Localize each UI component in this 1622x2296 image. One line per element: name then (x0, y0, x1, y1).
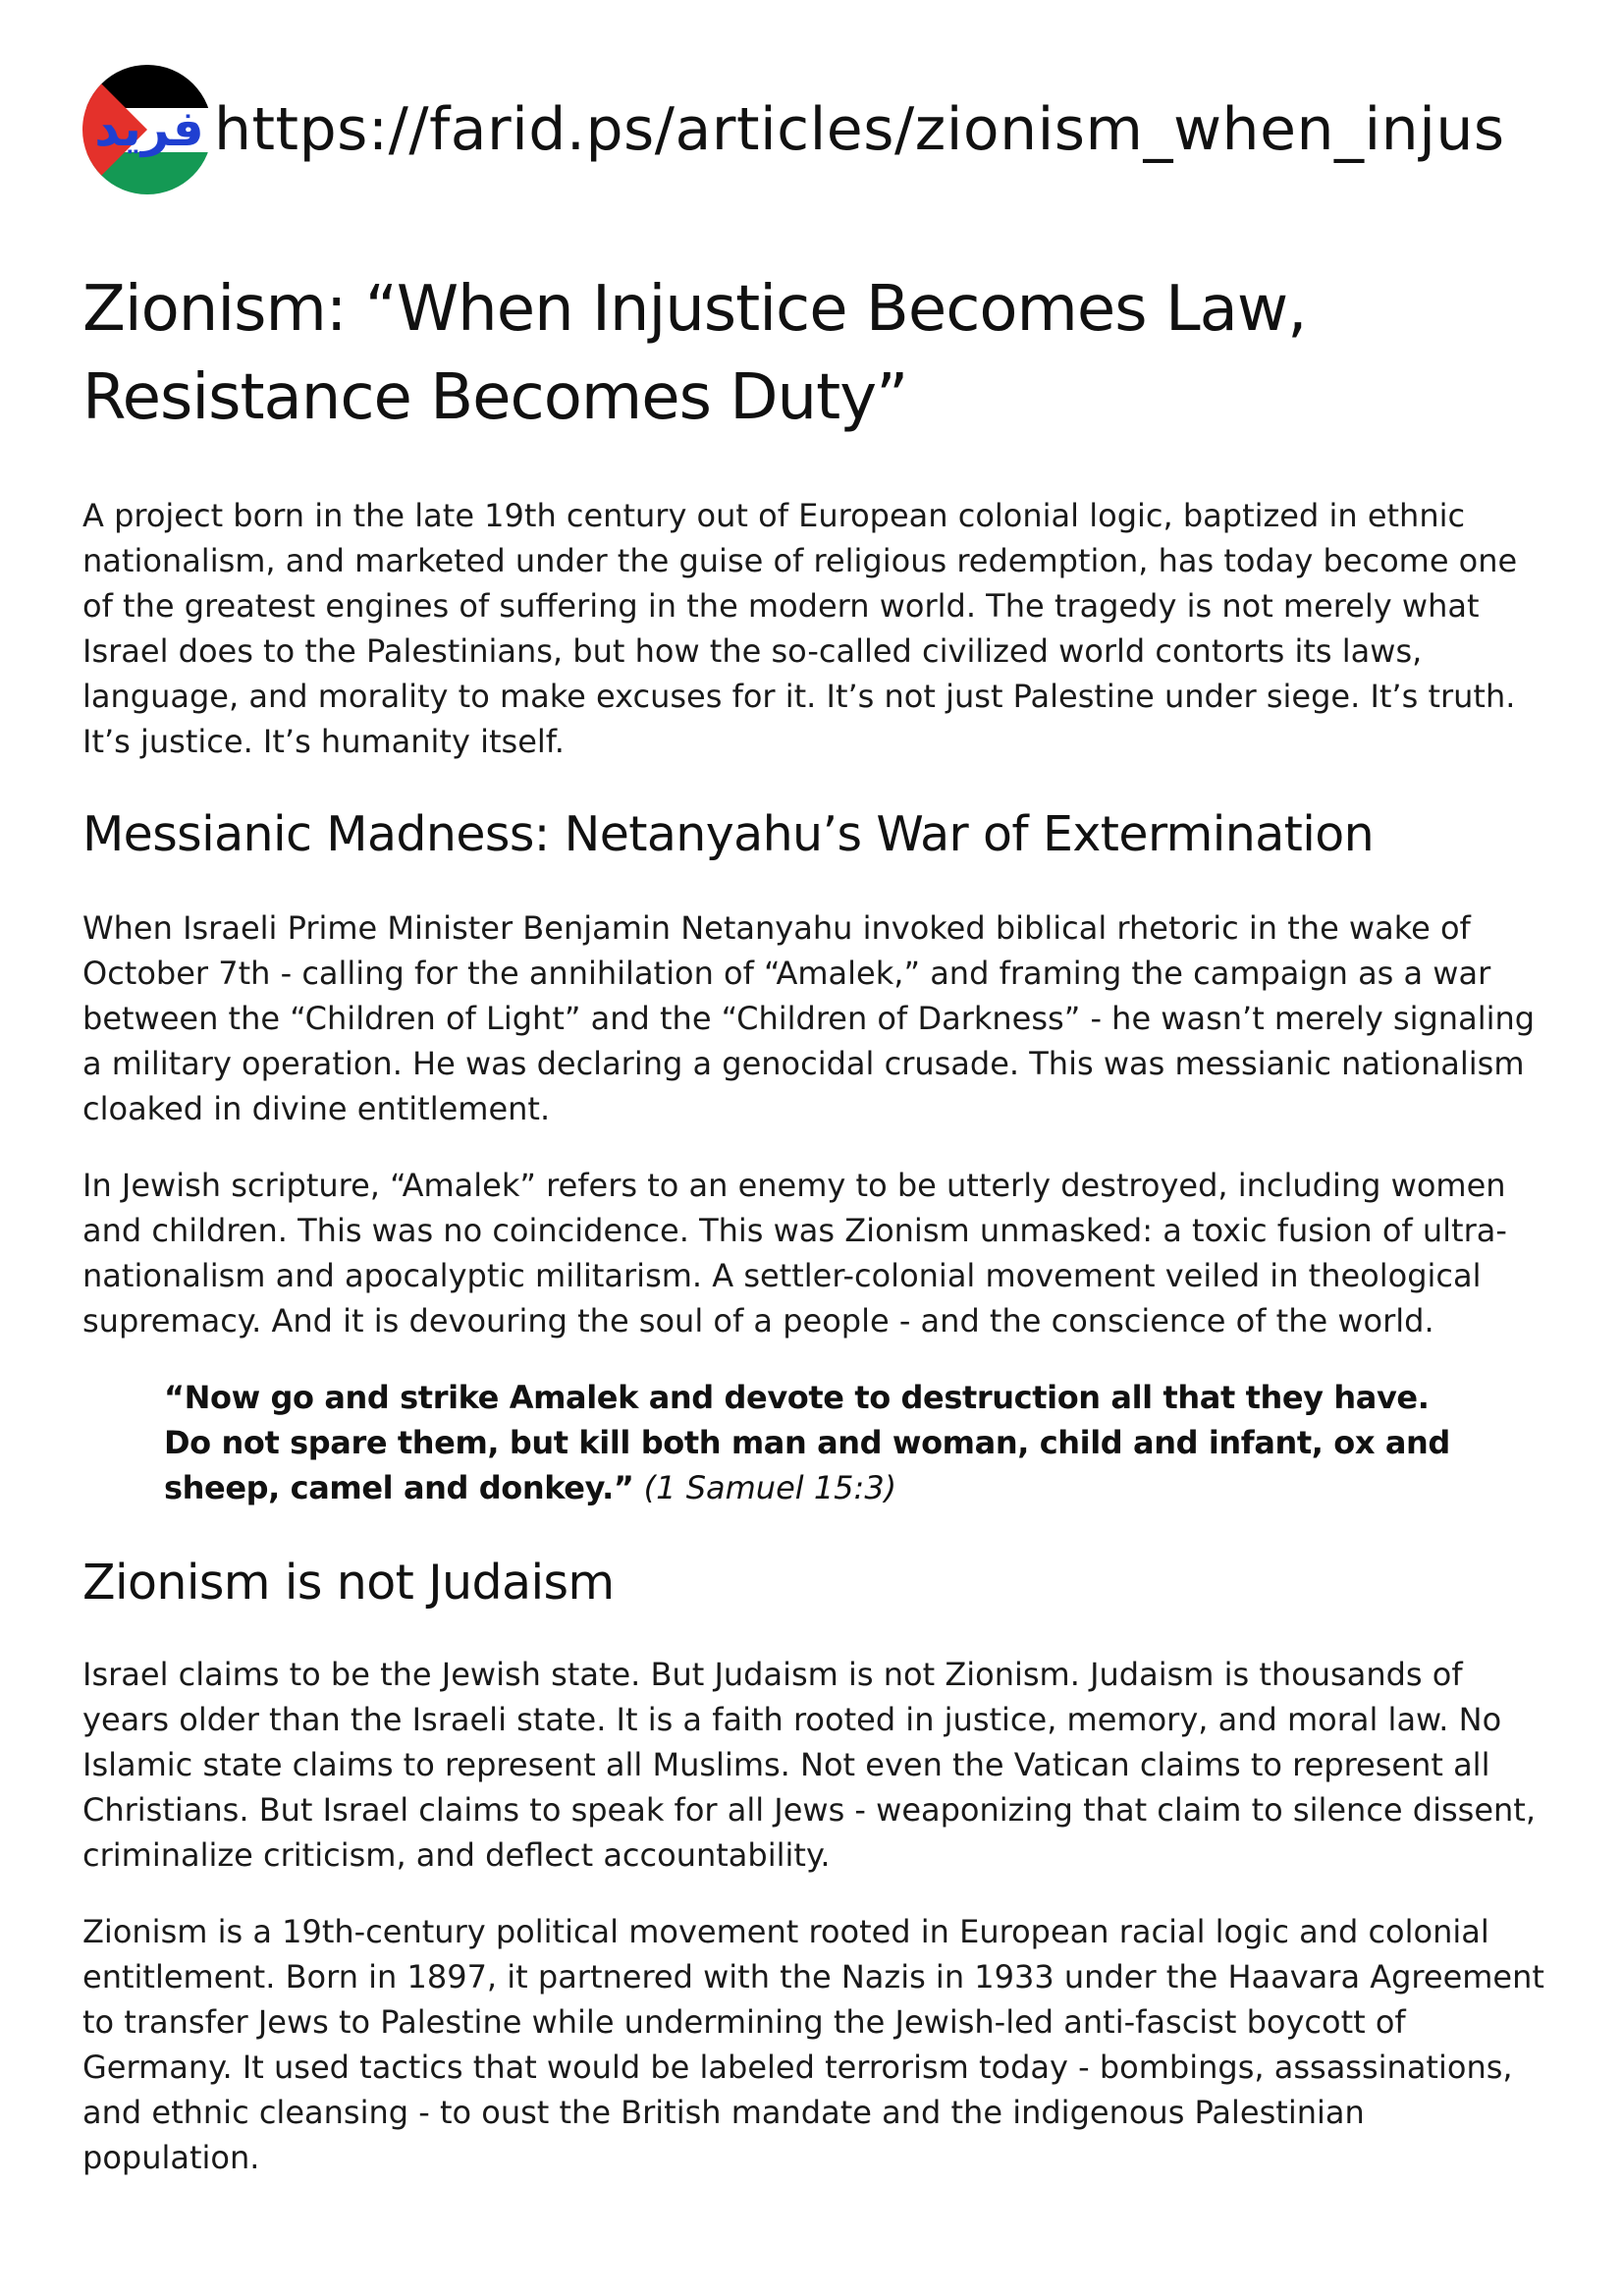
paragraph-19th-century: Zionism is a 19th-century political movement rooted in European racial logic and colonial entitlement. Born in 1897, it partnered with the Nazis in 1933 under the Haavara Agreement to transfer Jews to Palestine while undermining the Jewish-led anti-fascist boycott of Germany. It used tactics that would be labeled terrorism today - bombings, assassinations, and ethnic cleansing - to oust the British mandate and the indigenous Palestinian population. (82, 1913, 1544, 2176)
logo-text: فريد (94, 100, 204, 157)
article-title: Zionism: “When Injustice Becomes Law, Resistance Becomes Duty” (82, 273, 1307, 434)
quote-text: “Now go and strike Amalek and devote to destruction all that they have. Do not spare them, but kill both man and woman, child and infant, ox and sheep, camel and donkey.” (164, 1379, 1450, 1506)
article (82, 265, 1545, 2180)
heading-messianic-madness: Messianic Madness: Netanyahu’s War of Extermination (82, 806, 1375, 862)
intro-paragraph: A project born in the late 19th century out of European colonial logic, baptized in ethnic nationalism, and marketed under the guise of religious redemption, has today become one of the greatest engines of suffering in the modern world. The tragedy is not merely what Israel does to the Palestinians, but how the so-called civilized world contorts its laws, language, and morality to make excuses for it. It’s not just Palestine under siege. It’s truth. It’s justice. It’s humanity itself. (82, 497, 1518, 760)
paragraph-amalek: In Jewish scripture, “Amalek” refers to an enemy to be utterly destroyed, including women and children. This was no coincidence. This was Zionism unmasked: a toxic fusion of ultra-nationalism and apocalyptic militarism. A settler-colonial movement veiled in theological supremacy. And it is devouring the soul of a people - and the conscience of the world. (82, 1167, 1507, 1339)
heading-zionism-not-judaism: Zionism is not Judaism (82, 1555, 615, 1611)
page-header (81, 63, 1553, 200)
farid-logo[interactable] (81, 63, 214, 196)
page-url[interactable]: https://farid.ps/articles/zionism_when_injus (214, 95, 1505, 164)
quote-citation: (1 Samuel 15:3) (643, 1469, 897, 1506)
paragraph-netanyahu: When Israeli Prime Minister Benjamin Netanyahu invoked biblical rhetoric in the wake of October 7th - calling for the annihilation of “Amalek,” and framing the campaign as a war between the “Children of Light” and the “Children of Darkness” - he wasn’t merely signaling a military operation. He was declaring a genocidal crusade. This was messianic nationalism cloaked in divine entitlement. (82, 909, 1536, 1127)
paragraph-jewish-state: Israel claims to be the Jewish state. But Judaism is not Zionism. Judaism is thousands of years older than the Israeli state. It is a faith rooted in justice, memory, and moral law. No Islamic state claims to represent all Muslims. Not even the Vatican claims to represent all Christians. But Israel claims to speak for all Jews - weaponizing that claim to silence dissent, criminalize criticism, and deflect accountability. (82, 1656, 1537, 1874)
scripture-quote (164, 1375, 1470, 1510)
